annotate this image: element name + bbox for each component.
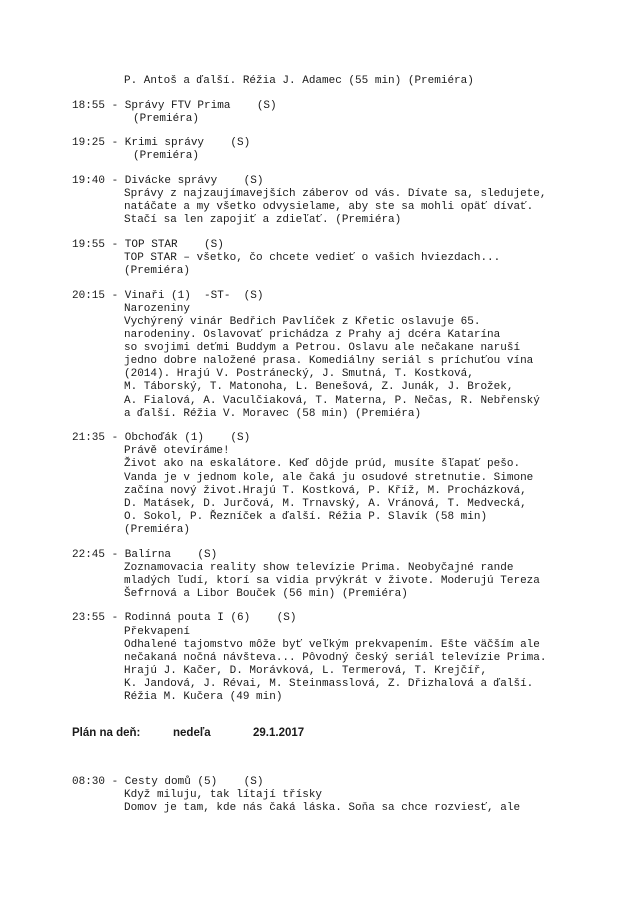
program-description-line: narodeniny. Oslavovať prichádza z Prahy aj dcéra Katarína xyxy=(124,329,501,341)
day-header-date: 29.1.2017 xyxy=(253,727,305,739)
program-description-line: jedno dobre naložené prasa. Komediálny seriál s príchuťou vína xyxy=(124,355,534,368)
program-description-line: Právě otevíráme! xyxy=(124,445,230,458)
program-description-line: a ďalší. Réžia V. Moravec (58 min) (Premiéra) xyxy=(124,407,422,420)
program-description-line: Překvapení xyxy=(124,625,191,638)
program-description-line: Šefrnová a Libor Bouček (56 min) (Premiéra) xyxy=(124,587,408,600)
program-time-slot: 22:45 - Balírna (S) xyxy=(72,548,218,561)
program-description-line: A. Fialová, A. Vaculčiaková, T. Materna, P. Nečas, R. Nebřenský xyxy=(124,394,540,407)
program-description-line: Vychýrený vinár Bedřich Pavlíček z Křetic oslavuje 65. xyxy=(124,315,481,328)
program-time-slot: 19:40 - Divácke správy (S) xyxy=(72,175,264,187)
program-description-line: O. Sokol, P. Řezníček a ďalší. Réžia P. Slavík (58 min) xyxy=(124,510,488,523)
day-header-day: nedeľa xyxy=(173,727,211,739)
program-description-line: so svojimi deťmi Buddym a Petrou. Oslavu ale nečakane naruší xyxy=(124,342,521,355)
program-description-line: Vanda je v jednom kole, ale čaká ju osudové stretnutie. Simone xyxy=(124,471,534,484)
program-next-day-description-line: Když miluju, tak lítají třísky xyxy=(124,789,323,802)
program-description-line: Réžia M. Kučera (49 min) xyxy=(124,691,283,703)
program-time-slot: 18:55 - Správy FTV Prima (S) xyxy=(72,99,277,112)
program-description-line: TOP STAR – všetko, čo chcete vedieť o vašich hviezdach... xyxy=(124,252,501,264)
program-description-line: nečakaná nočná návšteva... Pôvodný český seriál televízie Prima. xyxy=(124,651,547,664)
program-next-day-description-line: Domov je tam, kde nás čaká láska. Soňa sa chce rozviesť, ale xyxy=(124,802,521,815)
program-description-line: K. Jandová, J. Révai, M. Steinmasslová, Z. Dřizhalová a ďalší. xyxy=(124,677,534,690)
program-description-line: Odhalené tajomstvo môže byť veľkým prekvapením. Ešte väčším ale xyxy=(124,638,540,651)
program-description-line: Narozeniny xyxy=(124,302,191,315)
program-time-slot: 19:25 - Krimi správy (S) xyxy=(72,137,251,150)
day-header-label: Plán na deň: xyxy=(72,727,141,739)
program-description-line: mladých ľudí, ktorí sa vidia prvýkrát v živote. Moderujú Tereza xyxy=(124,574,540,587)
program-description-line: natáčate a my všetko odvysielame, aby ste sa mohli opäť dívať. xyxy=(124,201,534,214)
program-description-line: Správy z najzaujímavejších záberov od vás. Dívate sa, sledujete, xyxy=(124,188,547,201)
program-description-line: začína nový život.Hrajú T. Kostková, P. Kříž, M. Procházková, xyxy=(124,484,527,497)
program-description-line: Zoznamovacia reality show televízie Prima. Neobyčajné rande xyxy=(124,561,514,574)
program-description-line: Hrajú J. Kačer, D. Morávková, L. Termerová, T. Krejčíř, xyxy=(124,664,488,677)
program-description-line: (2014). Hrajú V. Postránecký, J. Smutná, T. Kostková, xyxy=(124,368,474,381)
program-time-slot: 23:55 - Rodinná pouta I (6) (S) xyxy=(72,612,297,625)
program-description-line: P. Antoš a ďalší. Réžia J. Adamec (55 min) (Premiéra) xyxy=(124,75,474,87)
program-description-line: (Premiéra) xyxy=(124,523,191,536)
program-time-slot: 21:35 - Obchoďák (1) (S) xyxy=(72,432,251,445)
program-description-line: M. Táborský, T. Matonoha, L. Benešová, Z. Junák, J. Brožek, xyxy=(124,381,514,394)
program-description-line: (Premiéra) xyxy=(124,265,191,278)
program-description-line: Život ako na eskalátore. Keď dôjde prúd, musíte šľapať pešo. xyxy=(124,458,521,471)
program-description-line: Stačí sa len zapojiť a zdieľať. (Premiéra) xyxy=(124,214,402,227)
program-next-day-time-slot: 08:30 - Cesty domů (5) (S) xyxy=(72,776,264,788)
program-description-line: (Premiéra) xyxy=(133,112,200,125)
program-description-line: (Premiéra) xyxy=(133,150,200,163)
program-time-slot: 20:15 - Vinaři (1) -ST- (S) xyxy=(72,289,264,302)
program-description-line: D. Matásek, D. Jurčová, M. Trnavský, A. Vránová, T. Medvecká, xyxy=(124,497,527,510)
program-time-slot: 19:55 - TOP STAR (S) xyxy=(72,238,224,251)
